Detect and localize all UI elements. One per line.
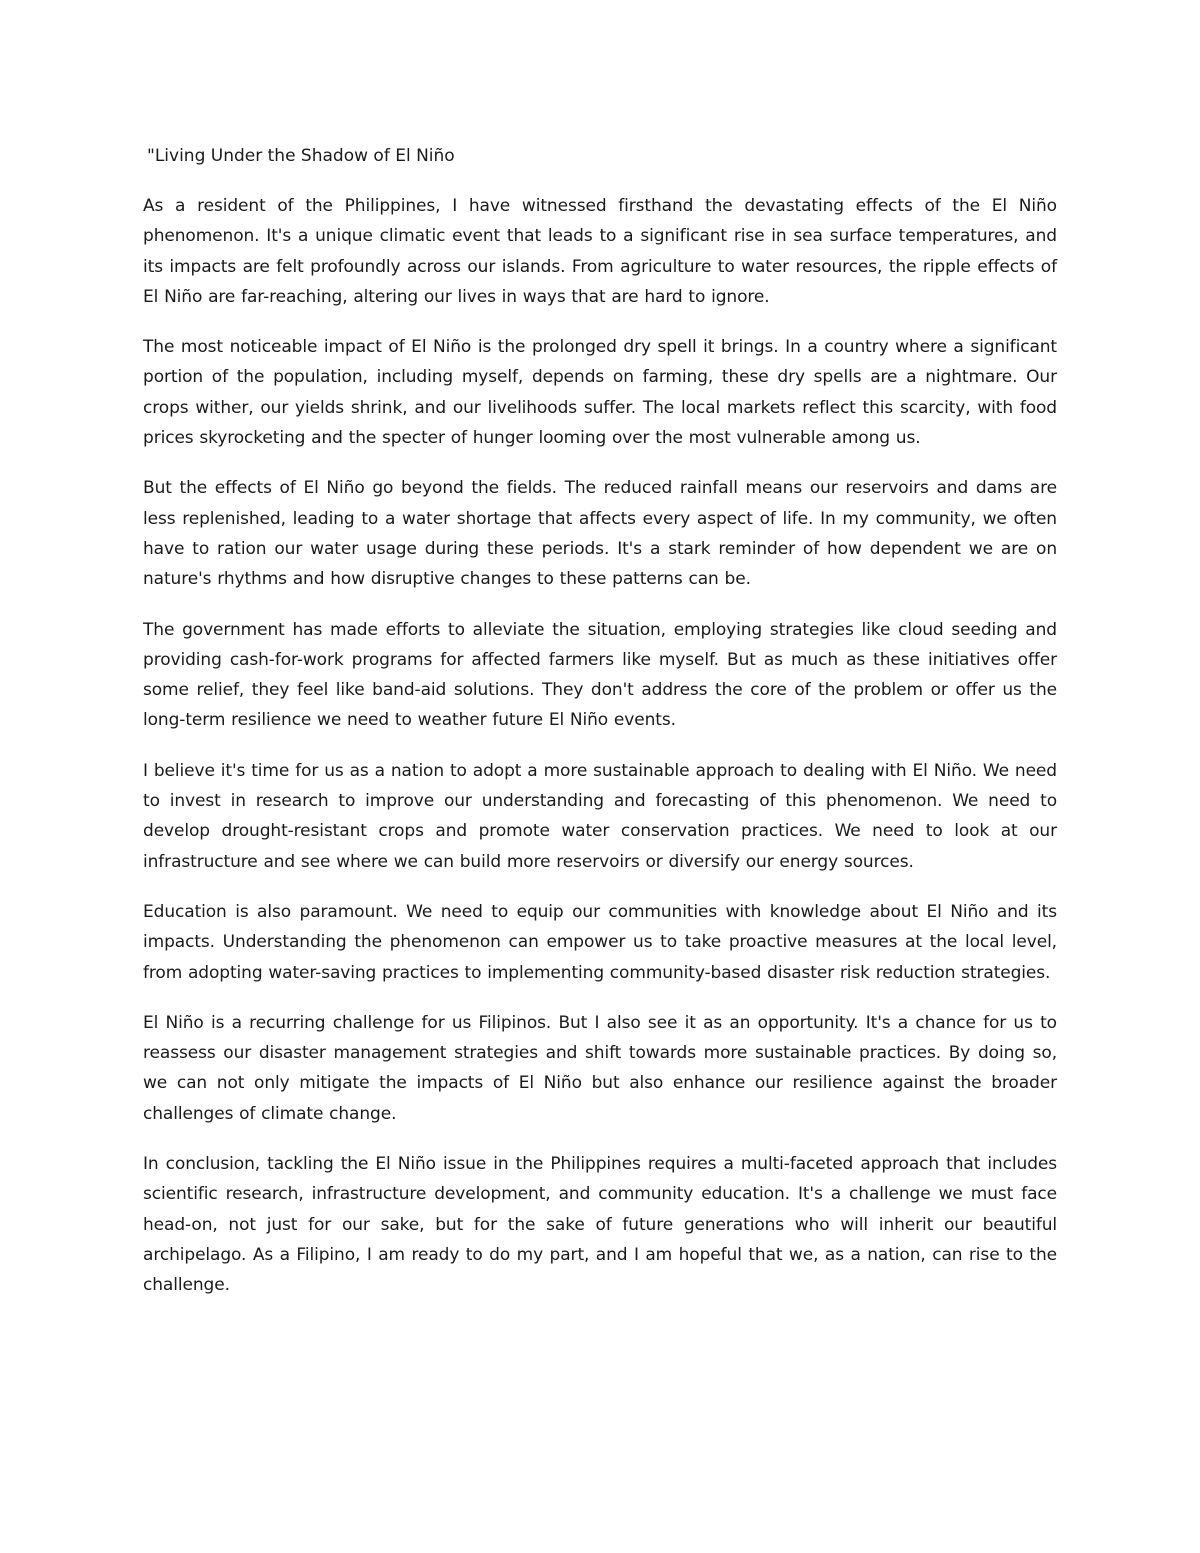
paragraph-conclusion: In conclusion, tackling the El Niño issue in the Philippines requires a multi-faceted approach that includes scientific research, infrastructure development, and community education. It's a challenge we must face head-on, not just for our sake, but for the sake of future generations who will inherit our beautiful archipelago. As a Filipino, I am ready to do my part, and I am hopeful that we, as a nation, can rise to the challenge.	[143, 1154, 1057, 1296]
paragraph-education: Education is also paramount. We need to equip our communities with knowledge about El Niño and its impacts. Understanding the phenomenon can empower us to take proactive measures at the local level, from adopting water-saving practices to implementing community-based disaster risk reduction strategies.	[143, 901, 1057, 983]
paragraph-opportunity: El Niño is a recurring challenge for us Filipinos. But I also see it as an opportunity. It's a chance for us to reassess our disaster management strategies and shift towards more sustainable practices. By doing so, we can not only mitigate the impacts of El Niño but also enhance our resilience against the broader challenges of climate change.	[143, 1012, 1057, 1124]
paragraph-sustainable-approach: I believe it's time for us as a nation to adopt a more sustainable approach to dealing with El Niño. We need to invest in research to improve our understanding and forecasting of this phenomenon. We need to develop drought-resistant crops and promote water conservation practices. We need to look at our infrastructure and see where we can build more reservoirs or diversify our energy sources.	[143, 760, 1057, 872]
paragraph-dry-spell: The most noticeable impact of El Niño is the prolonged dry spell it brings. In a country where a significant portion of the population, including myself, depends on farming, these dry spells are a nightmare. Our crops wither, our yields shrink, and our livelihoods suffer. The local markets reflect this scarcity, with food prices skyrocketing and the specter of hunger looming over the most vulnerable among us.	[143, 337, 1057, 449]
paragraph-water-shortage: But the effects of El Niño go beyond the fields. The reduced rainfall means our reservoirs and dams are less replenished, leading to a water shortage that affects every aspect of life. In my community, we often have to ration our water usage during these periods. It's a stark reminder of how dependent we are on nature's rhythms and how disruptive changes to these patterns can be.	[143, 478, 1057, 590]
document-page	[143, 141, 1057, 1321]
paragraph-government-efforts: The government has made efforts to alleviate the situation, employing strategies like cloud seeding and providing cash-for-work programs for affected farmers like myself. But as much as these initiatives offer some relief, they feel like band-aid solutions. They don't address the core of the problem or offer us the long-term resilience we need to weather future El Niño events.	[143, 619, 1057, 731]
document-title: "Living Under the Shadow of El Niño	[147, 146, 455, 166]
paragraph-introduction: As a resident of the Philippines, I have witnessed firsthand the devastating effects of the El Niño phenomenon. It's a unique climatic event that leads to a significant rise in sea surface temperatures, and its impacts are felt profoundly across our islands. From agriculture to water resources, the ripple effects of El Niño are far-reaching, altering our lives in ways that are hard to ignore.	[143, 196, 1057, 307]
